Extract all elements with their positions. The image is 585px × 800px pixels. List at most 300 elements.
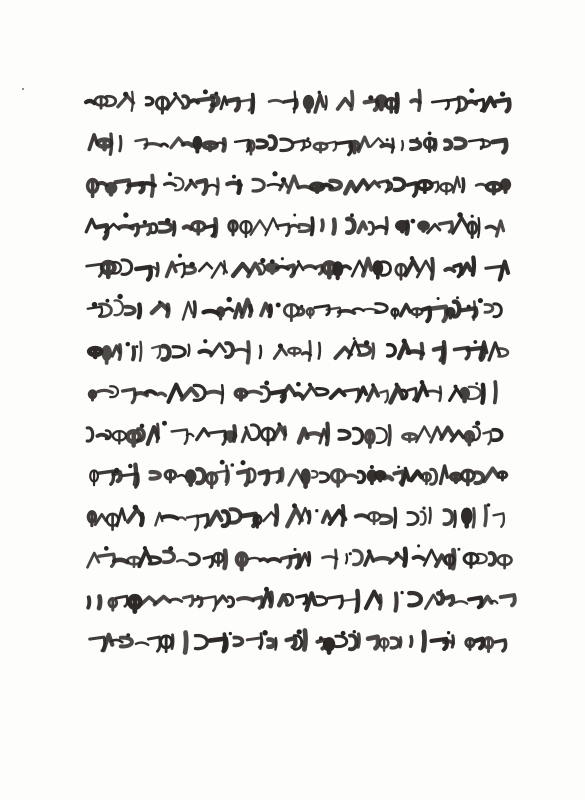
- ink-stroke: [347, 219, 354, 233]
- ink-stroke: [199, 263, 212, 271]
- ink-stroke: [204, 311, 218, 313]
- ink-stroke: [385, 477, 392, 479]
- ink-stroke: [368, 512, 380, 523]
- ink-stroke: [494, 304, 501, 317]
- ink-stroke: [279, 595, 286, 605]
- ink-dot: [277, 422, 281, 426]
- ink-stroke: [411, 141, 420, 149]
- calligraphy-line: [88, 294, 502, 321]
- ink-stroke: [440, 387, 441, 401]
- ink-stroke: [136, 643, 148, 645]
- ink-stroke: [97, 435, 107, 437]
- ink-stroke: [273, 426, 285, 439]
- ink-stroke: [475, 472, 483, 483]
- ink-stroke: [394, 508, 395, 527]
- ink-stroke: [90, 470, 98, 485]
- ink-dot: [417, 544, 420, 547]
- ink-dot: [400, 591, 403, 594]
- ink-stroke: [252, 94, 253, 112]
- ink-stroke: [332, 470, 345, 486]
- ink-stroke: [261, 304, 269, 316]
- ink-dot: [168, 546, 173, 551]
- ink-dot: [168, 172, 172, 176]
- ink-stroke: [148, 637, 160, 651]
- ink-stroke: [407, 222, 408, 234]
- ink-stroke: [130, 596, 141, 611]
- ink-stroke: [145, 144, 161, 146]
- ink-stroke: [226, 466, 227, 482]
- ink-stroke: [321, 473, 329, 482]
- ink-stroke: [146, 391, 155, 393]
- ink-dot: [133, 505, 139, 511]
- ink-stroke: [221, 97, 227, 109]
- ink-dot: [135, 345, 138, 348]
- ink-stroke: [190, 554, 199, 565]
- ink-stroke: [117, 509, 125, 526]
- ink-stroke: [443, 342, 444, 362]
- ink-stroke: [119, 345, 120, 359]
- ink-stroke: [421, 512, 426, 525]
- ink-stroke: [322, 185, 332, 187]
- ink-stroke: [152, 304, 168, 313]
- ink-dot: [231, 463, 235, 467]
- ink-dot: [456, 296, 459, 299]
- ink-stroke: [140, 342, 141, 361]
- ink-stroke: [466, 639, 474, 650]
- ink-stroke: [86, 219, 95, 232]
- ink-stroke: [392, 309, 399, 319]
- ink-dot: [471, 215, 474, 218]
- ink-stroke: [207, 392, 222, 394]
- ink-stroke: [336, 636, 347, 647]
- ink-stroke: [234, 637, 242, 645]
- ink-stroke: [136, 267, 150, 280]
- ink-stroke: [89, 348, 101, 357]
- ink-stroke: [493, 513, 503, 527]
- ink-stroke: [174, 222, 175, 235]
- ink-stroke: [156, 97, 168, 113]
- ink-stroke: [376, 304, 387, 313]
- ink-stroke: [89, 391, 95, 400]
- ink-stroke: [186, 266, 196, 273]
- ink-stroke: [395, 593, 396, 610]
- ink-stroke: [122, 260, 132, 274]
- ink-stroke: [248, 342, 249, 363]
- ink-stroke: [260, 634, 261, 649]
- ink-dot: [428, 131, 432, 135]
- ink-stroke: [155, 597, 170, 605]
- ink-stroke: [339, 311, 354, 313]
- ink-stroke: [463, 510, 470, 527]
- ink-stroke: [251, 220, 266, 234]
- ink-stroke: [445, 269, 454, 271]
- calligraphy-line: [86, 212, 503, 238]
- ink-stroke: [335, 550, 336, 568]
- ink-dot: [173, 92, 177, 96]
- ink-stroke: [280, 181, 288, 189]
- ink-stroke: [198, 515, 208, 527]
- ink-stroke: [451, 474, 461, 482]
- ink-stroke: [389, 426, 390, 445]
- ink-stroke: [236, 390, 247, 400]
- ink-stroke: [411, 472, 421, 481]
- ink-stroke: [98, 183, 107, 185]
- calligraphy-line: [88, 503, 504, 530]
- ink-stroke: [237, 553, 247, 569]
- calligraphy-line: [90, 629, 506, 652]
- ink-stroke: [342, 506, 343, 525]
- ink-stroke: [381, 145, 393, 147]
- ink-dot: [467, 305, 471, 309]
- ink-stroke: [281, 469, 282, 480]
- ink-dot: [196, 595, 199, 598]
- ink-stroke: [484, 469, 498, 482]
- ink-stroke: [453, 177, 459, 192]
- calligraphy-line: [89, 131, 506, 154]
- ink-stroke: [99, 596, 100, 608]
- ink-stroke: [419, 223, 427, 231]
- ink-dot: [440, 589, 443, 592]
- ink-stroke: [495, 640, 505, 651]
- ink-stroke: [229, 597, 234, 606]
- ink-stroke: [490, 553, 495, 565]
- calligraphy-line: [89, 337, 508, 363]
- ink-dot: [296, 382, 301, 387]
- ink-stroke: [351, 92, 352, 110]
- ink-stroke: [192, 222, 205, 234]
- ink-stroke: [103, 347, 110, 363]
- ink-stroke: [476, 639, 483, 648]
- ink-stroke: [402, 141, 403, 150]
- ink-stroke: [408, 183, 417, 196]
- calligraphy-line: [88, 171, 509, 196]
- ink-stroke: [151, 472, 160, 479]
- ink-stroke: [95, 97, 107, 109]
- ink-stroke: [158, 393, 166, 395]
- ink-stroke: [315, 95, 323, 112]
- ink-stroke: [432, 259, 433, 279]
- ink-stroke: [247, 391, 261, 393]
- ink-stroke: [303, 387, 318, 399]
- ink-dot: [105, 299, 109, 303]
- ink-stroke: [167, 305, 168, 316]
- ink-stroke: [454, 511, 455, 527]
- ink-dot: [297, 260, 300, 263]
- ink-stroke: [386, 218, 387, 234]
- ink-stroke: [354, 429, 363, 444]
- ink-dot: [92, 302, 98, 308]
- ink-stroke: [152, 224, 157, 233]
- ink-dot: [297, 629, 302, 634]
- ink-stroke: [409, 593, 421, 605]
- ink-dot: [203, 89, 208, 94]
- ink-stroke: [248, 141, 254, 154]
- ink-stroke: [217, 179, 218, 194]
- ink-dot: [292, 503, 297, 508]
- ink-stroke: [401, 305, 410, 316]
- ink-dot: [404, 467, 408, 471]
- ink-stroke: [177, 560, 188, 562]
- ink-stroke: [312, 218, 313, 234]
- ink-stroke: [173, 347, 185, 357]
- ink-stroke: [312, 471, 317, 478]
- ink-stroke: [210, 431, 226, 444]
- ink-dot: [165, 218, 171, 224]
- ink-stroke: [416, 427, 430, 442]
- ink-stroke: [405, 549, 406, 566]
- ink-stroke: [429, 508, 430, 523]
- ink-stroke: [253, 179, 264, 191]
- ink-stroke: [474, 302, 475, 320]
- ink-stroke: [258, 140, 267, 147]
- ink-dot: [126, 342, 131, 347]
- ink-stroke: [403, 434, 417, 442]
- ink-stroke: [434, 348, 443, 360]
- ink-stroke: [270, 306, 271, 317]
- ink-stroke: [294, 141, 304, 151]
- ink-stroke: [456, 139, 466, 148]
- ink-dot: [500, 91, 505, 96]
- ink-stroke: [487, 183, 501, 193]
- ink-stroke: [363, 309, 378, 311]
- ink-stroke: [495, 382, 496, 403]
- ink-stroke: [287, 638, 296, 647]
- ink-stroke: [411, 637, 412, 647]
- ink-dot: [447, 631, 450, 634]
- ink-dot: [402, 338, 407, 343]
- ink-dot: [473, 340, 477, 344]
- ink-stroke: [99, 471, 114, 484]
- ink-stroke: [500, 262, 508, 280]
- ink-stroke: [164, 551, 174, 562]
- ink-dot: [415, 137, 418, 140]
- ink-stroke: [128, 431, 140, 445]
- ink-stroke: [338, 99, 350, 109]
- ink-stroke: [182, 389, 197, 400]
- ink-stroke: [229, 221, 237, 235]
- ink-stroke: [493, 430, 501, 441]
- ink-stroke: [462, 264, 471, 274]
- ink-stroke: [307, 308, 314, 318]
- ink-stroke: [139, 305, 140, 318]
- ink-stroke: [288, 176, 298, 192]
- ink-dot: [349, 552, 352, 555]
- ink-dot: [260, 258, 265, 263]
- ink-stroke: [200, 351, 211, 353]
- ink-stroke: [346, 554, 347, 563]
- ink-stroke: [242, 430, 249, 442]
- ink-stroke: [175, 178, 183, 190]
- ink-stroke: [388, 345, 396, 356]
- ink-stroke: [195, 138, 201, 152]
- ink-stroke: [165, 183, 176, 185]
- ink-stroke: [118, 96, 134, 107]
- ink-dot: [264, 587, 269, 592]
- ink-stroke: [342, 266, 350, 268]
- ink-stroke: [99, 554, 114, 566]
- ink-stroke: [152, 176, 153, 196]
- ink-stroke: [408, 388, 416, 400]
- ink-stroke: [473, 258, 474, 275]
- ink-stroke: [207, 473, 217, 488]
- ink-stroke: [359, 345, 370, 354]
- ink-stroke: [160, 223, 172, 232]
- ink-dot: [240, 460, 245, 465]
- ink-stroke: [339, 431, 349, 439]
- ink-stroke: [110, 134, 111, 154]
- ink-dot: [189, 179, 193, 183]
- ink-stroke: [304, 630, 305, 649]
- ink-stroke: [308, 553, 309, 566]
- ink-stroke: [376, 558, 392, 560]
- ink-stroke: [223, 511, 229, 526]
- ink-stroke: [377, 97, 385, 110]
- ink-stroke: [239, 181, 240, 193]
- ink-stroke: [224, 261, 225, 274]
- ink-stroke: [334, 220, 335, 234]
- ink-stroke: [345, 182, 355, 193]
- ink-stroke: [114, 300, 122, 315]
- ink-dot: [370, 465, 374, 469]
- ink-stroke: [98, 390, 113, 392]
- ink-stroke: [483, 431, 491, 444]
- ink-stroke: [161, 144, 168, 146]
- calligraphy-line: [87, 544, 511, 569]
- ink-dot: [126, 633, 130, 637]
- ink-stroke: [297, 595, 307, 604]
- ink-dot: [478, 298, 483, 303]
- ink-stroke: [350, 635, 357, 649]
- ink-stroke: [98, 140, 111, 150]
- ink-stroke: [426, 391, 440, 393]
- ink-stroke: [163, 346, 170, 359]
- ink-stroke: [307, 593, 316, 610]
- ink-stroke: [239, 100, 251, 111]
- ink-dot: [214, 92, 218, 96]
- ink-dot: [272, 171, 277, 176]
- ink-stroke: [419, 90, 420, 110]
- ink-dot: [411, 219, 416, 224]
- ink-stroke: [123, 389, 135, 403]
- ink-stroke: [363, 259, 371, 276]
- ink-stroke: [214, 553, 223, 565]
- ink-stroke: [358, 222, 366, 232]
- ink-stroke: [141, 514, 142, 525]
- ink-dot: [114, 468, 120, 474]
- ink-stroke: [224, 634, 225, 648]
- ink-stroke: [195, 598, 202, 607]
- ink-stroke: [229, 99, 239, 110]
- ink-stroke: [260, 346, 261, 358]
- ink-stroke: [281, 139, 293, 150]
- ink-dot: [229, 632, 232, 635]
- ink-stroke: [484, 98, 495, 111]
- ink-stroke: [328, 596, 342, 608]
- ink-stroke: [345, 389, 359, 402]
- ink-stroke: [322, 220, 323, 230]
- ink-stroke: [269, 559, 280, 561]
- ink-stroke: [305, 97, 312, 111]
- ink-stroke: [395, 179, 405, 190]
- ink-dot: [353, 337, 356, 340]
- ink-dot: [368, 95, 373, 100]
- ink-stroke: [325, 96, 326, 109]
- ink-stroke: [376, 227, 386, 229]
- ink-dot: [232, 175, 236, 179]
- ink-dot: [293, 548, 296, 551]
- ink-stroke: [186, 182, 196, 190]
- ink-stroke: [260, 471, 268, 484]
- ink-stroke: [446, 596, 453, 605]
- ink-stroke: [465, 432, 473, 445]
- ink-dot: [437, 297, 440, 300]
- ink-stroke: [172, 429, 188, 443]
- ink-dot: [293, 214, 296, 217]
- ink-dot: [158, 301, 162, 305]
- ink-dot: [140, 424, 145, 429]
- ink-dot: [220, 460, 225, 465]
- calligraphy-line: [90, 460, 506, 488]
- ink-dot: [315, 509, 318, 512]
- ink-stroke: [441, 428, 452, 439]
- ink-stroke: [107, 184, 115, 194]
- ink-stroke: [250, 306, 251, 316]
- ink-stroke: [218, 308, 224, 319]
- ink-stroke: [482, 385, 483, 403]
- ink-stroke: [234, 426, 235, 441]
- ink-stroke: [469, 387, 481, 399]
- ink-stroke: [203, 596, 216, 610]
- ink-stroke: [323, 511, 330, 522]
- ink-stroke: [282, 386, 294, 397]
- ink-stroke: [308, 433, 321, 435]
- ink-dot: [308, 383, 312, 387]
- ink-stroke: [373, 344, 374, 359]
- ink-stroke: [87, 428, 93, 441]
- ink-stroke: [102, 262, 114, 277]
- ink-stroke: [462, 389, 468, 401]
- ink-stroke: [438, 593, 443, 603]
- ink-stroke: [454, 302, 459, 317]
- ink-dot: [281, 177, 286, 182]
- ink-stroke: [317, 389, 328, 396]
- ink-stroke: [440, 222, 453, 232]
- ink-stroke: [284, 305, 298, 321]
- ink-stroke: [135, 465, 136, 485]
- ink-stroke: [452, 636, 453, 647]
- ink-stroke: [424, 550, 436, 565]
- ink-stroke: [197, 469, 204, 483]
- ink-stroke: [358, 634, 359, 647]
- ink-dot: [123, 92, 128, 97]
- ink-stroke: [187, 472, 194, 485]
- ink-stroke: [211, 344, 225, 356]
- ink-stroke: [226, 343, 233, 357]
- ink-dot: [203, 339, 207, 343]
- ink-stroke: [294, 92, 295, 113]
- calligraphy-line: [87, 253, 508, 280]
- ink-stroke: [484, 638, 492, 652]
- ink-stroke: [146, 98, 152, 105]
- ink-dot: [264, 381, 269, 386]
- ink-stroke: [485, 506, 486, 526]
- ink-stroke: [157, 263, 158, 275]
- ink-stroke: [165, 471, 175, 482]
- ink-dot: [350, 213, 354, 217]
- ink-dot: [454, 385, 458, 389]
- ink-dot: [123, 212, 128, 217]
- ink-stroke: [238, 471, 248, 485]
